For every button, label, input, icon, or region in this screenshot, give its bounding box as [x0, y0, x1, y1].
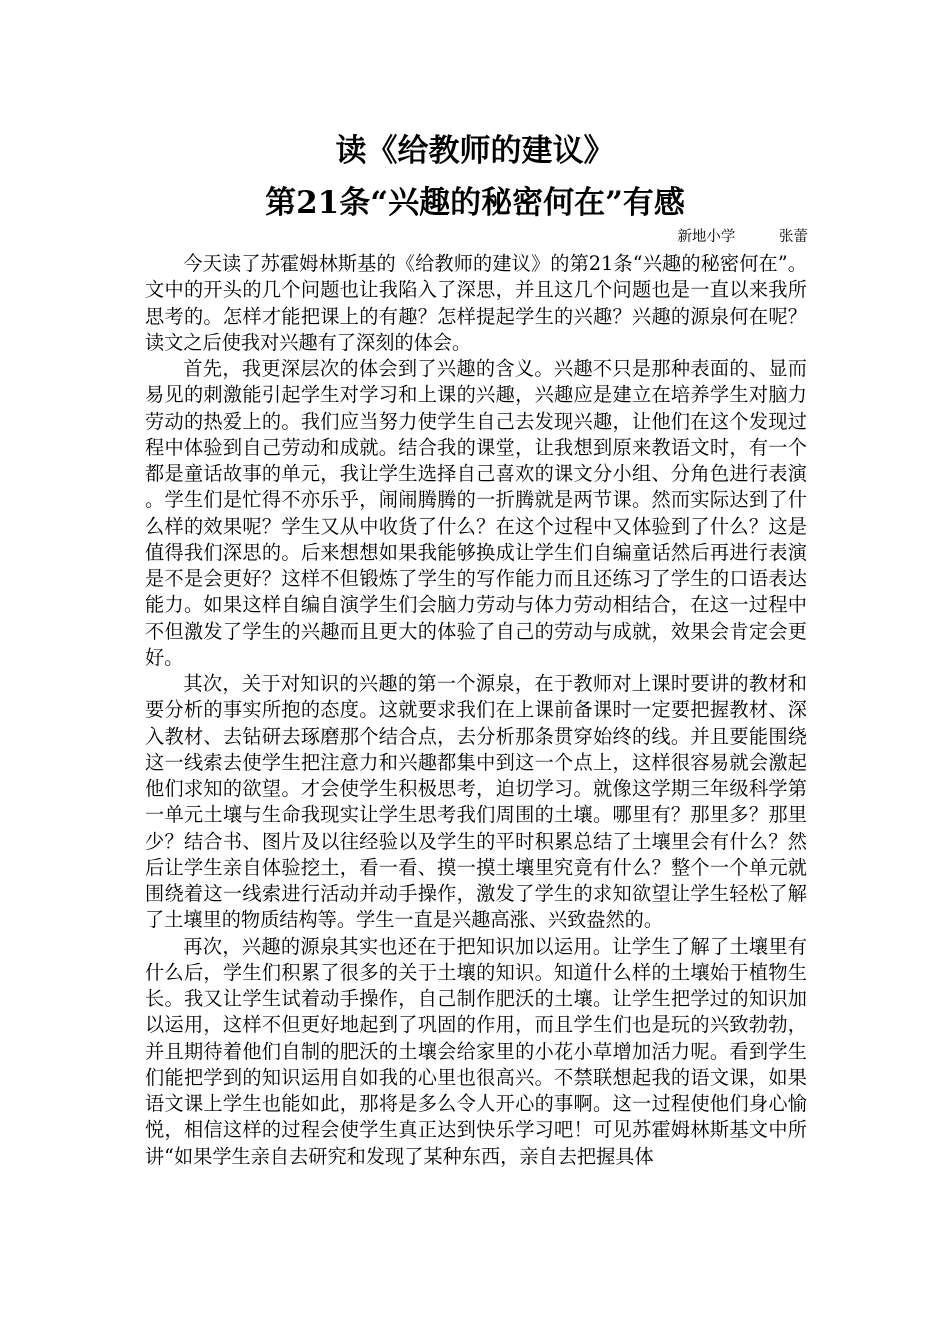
document-body [145, 251, 807, 1170]
body-paragraph-3: 其次，关于对知识的兴趣的第一个源泉，在于教师对上课时要讲的教材和要分析的事实所抱的态度。这就要求我们在上课前备课时一定要把握教材、深入教材、去钻研去琢磨那个结合点，去分析那条贯穿始终的线。并且要能围绕这一线索去使学生把注意力和兴趣都集中到这一个点上，这样很容易就会激起他们求知的欲望。才会使学生积极思考，迫切学习。就像这学期三年级科学第一单元土壤与生命我现实让学生思考我们周围的土壤。哪里有？那里多？那里少？结合书、图片及以往经验以及学生的平时积累总结了土壤里会有什么？然后让学生亲自体验挖土，看一看、摸一摸土壤里究竟有什么？整个一个单元就围绕着这一线索进行活动并动手操作，激发了学生的求知欲望让学生轻松了解了土壤里的物质结构等。学生一直是兴趣高涨、兴致盎然的。 [145, 672, 807, 932]
body-paragraph-4: 再次，兴趣的源泉其实也还在于把知识加以运用。让学生了解了土壤里有什么后，学生们积累了很多的关于土壤的知识。知道什么样的土壤始于植物生长。我又让学生试着动手操作，自己制作肥沃的土壤。让学生把学过的知识加以运用，这样不但更好地起到了巩固的作用，而且学生们也是玩的兴致勃勃，并且期待着他们自制的肥沃的土壤会给家里的小花小草增加活力呢。看到学生们能把学到的知识运用自如我的心里也很高兴。不禁联想起我的语文课，如果语文课上学生也能如此，那将是多么令人开心的事啊。这一过程使他们身心愉悦，相信这样的过程会使学生真正达到快乐学习吧！可见苏霍姆林斯基文中所讲“如果学生亲自去研究和发现了某种东西，亲自去把握具体 [145, 934, 807, 1168]
document-title-line-2: 第21条“兴趣的秘密何在”有感 [265, 185, 685, 221]
author-byline: 新地小学 张蕾 [677, 229, 808, 245]
document-title-line-1: 读《给教师的建议》 [335, 133, 615, 169]
body-paragraph-1: 今天读了苏霍姆林斯基的《给教师的建议》的第21条“兴趣的秘密何在”。文中的开头的几个问题也让我陷入了深思，并且这几个问题也是一直以来我所思考的。怎样才能把课上的有趣？怎样提起学生的兴趣？兴趣的源泉何在呢？读文之后使我对兴趣有了深刻的体会。 [145, 252, 807, 354]
body-paragraph-2: 首先，我更深层次的体会到了兴趣的含义。兴趣不只是那种表面的、显而易见的刺激能引起学生对学习和上课的兴趣，兴趣应是建立在培养学生对脑力劳动的热爱上的。我们应当努力使学生自己去发现兴趣，让他们在这个发现过程中体验到自己劳动和成就。结合我的课堂，让我想到原来教语文时，有一个都是童话故事的单元，我让学生选择自己喜欢的课文分小组、分角色进行表演。学生们是忙得不亦乐乎，闹闹腾腾的一折腾就是两节课。然而实际达到了什么样的效果呢？学生又从中收货了什么？在这个过程中又体验到了什么？这是值得我们深思的。后来想想如果我能够换成让学生们自编童话然后再进行表演是不是会更好？这样不但锻炼了学生的写作能力而且还练习了学生的口语表达能力。如果这样自编自演学生们会脑力劳动与体力劳动相结合，在这一过程中不但激发了学生的兴趣而且更大的体验了自己的劳动与成就，效果会肯定会更好。 [145, 357, 807, 669]
